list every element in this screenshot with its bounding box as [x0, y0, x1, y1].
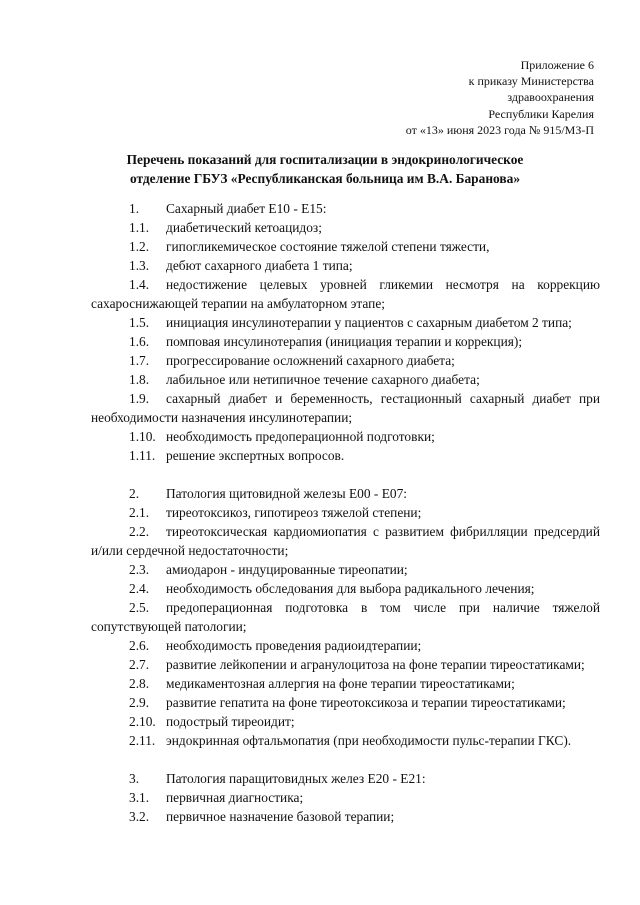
list-item [91, 332, 600, 351]
list-item [91, 712, 600, 731]
item-text: прогрессирование осложнений сахарного диабета; [166, 353, 455, 368]
item-text: диабетический кетоацидоз; [166, 220, 322, 235]
list-item [91, 370, 600, 389]
list-item [91, 313, 600, 332]
item-number: 2.8. [129, 676, 150, 691]
item-text: Сахарный диабет Е10 - Е15: [166, 201, 327, 216]
list-item [91, 446, 600, 465]
item-text: тиреотоксикоз, гипотиреоз тяжелой степени; [166, 505, 422, 520]
item-number: 1.3. [129, 258, 150, 273]
section-gap [91, 465, 600, 484]
item-text: Патология щитовидной железы Е00 - Е07: [166, 486, 407, 501]
item-text: развитие гепатита на фоне тиреотоксикоза и терапии тиреостатиками; [166, 695, 566, 710]
item-number: 2.10. [129, 714, 156, 729]
list-item [91, 674, 600, 693]
section-heading [91, 769, 600, 788]
document-body [91, 199, 600, 826]
item-text: первичная диагностика; [166, 790, 304, 805]
item-text: необходимость обследования для выбора радикального лечения; [166, 581, 535, 596]
header-line: Республики Карелия [488, 106, 594, 121]
list-item [91, 237, 600, 256]
item-number: 2.7. [129, 657, 150, 672]
list-item [91, 807, 600, 826]
header-line: здравоохранения [507, 90, 594, 105]
item-text: медикаментозная аллергия на фоне терапии тиреостатиками; [166, 676, 515, 691]
item-text: недостижение целевых уровней гликемии несмотря на коррекцию сахароснижающей терапии на амбулаторном этапе; [91, 277, 600, 311]
item-number: 3.2. [129, 809, 150, 824]
item-number: 2.1. [129, 505, 150, 520]
item-number: 1.7. [129, 353, 150, 368]
item-number: 2.2. [129, 524, 150, 539]
item-number: 1. [129, 201, 140, 216]
header-line: от «13» июня 2023 года № 915/МЗ-П [405, 122, 594, 137]
item-text: развитие лейкопении и агранулоцитоза на фоне терапии тиреостатиками; [166, 657, 585, 672]
item-text: первичное назначение базовой терапии; [166, 809, 395, 824]
item-number: 2.3. [129, 562, 150, 577]
list-item [91, 389, 600, 427]
item-text: решение экспертных вопросов. [166, 448, 345, 463]
item-text: инициация инсулинотерапии у пациентов с сахарным диабетом 2 типа; [166, 315, 572, 330]
item-number: 2.9. [129, 695, 150, 710]
item-number: 1.6. [129, 334, 150, 349]
header-line: к приказу Министерства [468, 74, 594, 89]
item-number: 2.5. [129, 600, 150, 615]
list-item [91, 427, 600, 446]
item-number: 1.9. [129, 391, 150, 406]
list-item [91, 351, 600, 370]
item-number: 1.8. [129, 372, 150, 387]
list-item [91, 636, 600, 655]
document-title [60, 150, 590, 188]
item-text: лабильное или нетипичное течение сахарного диабета; [166, 372, 480, 387]
title-line: отделение ГБУЗ «Республиканская больница им В.А. Баранова» [129, 171, 521, 186]
list-item [91, 503, 600, 522]
section-heading [91, 484, 600, 503]
item-text: тиреотоксическая кардиомиопатия с развитием фибрилляции предсердий и/или сердечной недостаточности; [91, 524, 600, 558]
item-text: помповая инсулинотерапия (инициация терапии и коррекция); [166, 334, 523, 349]
list-item [91, 693, 600, 712]
list-item [91, 522, 600, 560]
item-text: предоперационная подготовка в том числе при наличие тяжелой сопутствующей патологии; [91, 600, 600, 634]
list-item [91, 731, 600, 750]
section-gap [91, 750, 600, 769]
item-number: 2.6. [129, 638, 150, 653]
item-number: 3. [129, 771, 140, 786]
list-item [91, 560, 600, 579]
item-text: сахарный диабет и беременность, гестационный сахарный диабет при необходимости назначения инсулинотерапии; [91, 391, 600, 425]
item-number: 2.4. [129, 581, 150, 596]
item-number: 2. [129, 486, 140, 501]
item-text: необходимость предоперационной подготовки; [166, 429, 435, 444]
item-text: дебют сахарного диабета 1 типа; [166, 258, 353, 273]
section-heading [91, 199, 600, 218]
item-number: 1.11. [129, 448, 156, 463]
item-text: необходимость проведения радиоидтерапии; [166, 638, 422, 653]
item-number: 3.1. [129, 790, 150, 805]
list-item [91, 598, 600, 636]
list-item [91, 218, 600, 237]
header-line: Приложение 6 [520, 58, 594, 72]
list-item [91, 655, 600, 674]
item-text: гипогликемическое состояние тяжелой степени тяжести, [166, 239, 490, 254]
list-item [91, 788, 600, 807]
item-text: амиодарон - индуцированные тиреопатии; [166, 562, 408, 577]
item-text: эндокринная офтальмопатия (при необходимости пульс-терапии ГКС). [166, 733, 572, 748]
title-line: Перечень показаний для госпитализации в эндокринологическое [126, 152, 524, 167]
document-header [406, 57, 594, 138]
list-item [91, 579, 600, 598]
item-text: подострый тиреоидит; [166, 714, 295, 729]
item-number: 1.1. [129, 220, 150, 235]
item-number: 2.11. [129, 733, 156, 748]
list-item [91, 275, 600, 313]
item-number: 1.5. [129, 315, 150, 330]
item-text: Патология паращитовидных желез Е20 - Е21: [166, 771, 426, 786]
item-number: 1.2. [129, 239, 150, 254]
item-number: 1.4. [129, 277, 150, 292]
list-item [91, 256, 600, 275]
item-number: 1.10. [129, 429, 156, 444]
